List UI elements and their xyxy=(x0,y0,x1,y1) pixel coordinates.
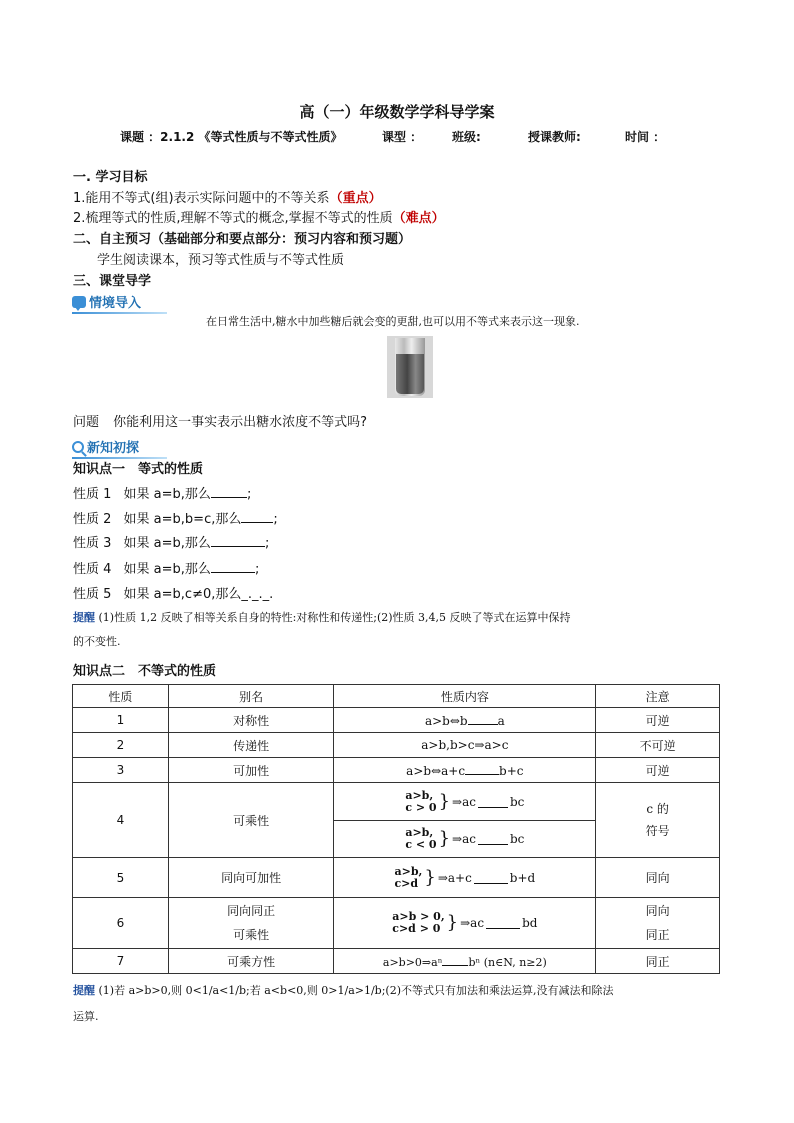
property-content xyxy=(334,898,596,949)
name-line2: 可乘性 xyxy=(233,928,270,942)
header-cell: 性质内容 xyxy=(334,685,596,708)
teacher-label: 授课教师: xyxy=(528,130,581,144)
property-content xyxy=(334,758,596,783)
content-pre: a>b>0⇒aⁿ xyxy=(382,955,443,969)
magnifier-icon xyxy=(72,441,84,453)
content-pre: a>b⇔b xyxy=(424,713,468,728)
condition-top: a>b, xyxy=(405,826,434,839)
answer-blank[interactable] xyxy=(211,561,255,573)
row-number: 3 xyxy=(73,758,169,783)
content-post: bc xyxy=(509,832,525,846)
content-pre: a>b⇔a+c xyxy=(406,763,466,778)
objective-1-text: 1.能用不等式(组)表示实际问题中的不等关系 xyxy=(73,191,330,206)
topic-label: 课题 ：2.1.2 《等式性质与不等式性质》 xyxy=(120,130,343,144)
question xyxy=(73,411,367,430)
table-row xyxy=(73,708,720,733)
property-label: 性质 3 xyxy=(73,536,112,551)
property-text: 如果 a=b,那么 xyxy=(123,487,211,502)
question-label: 问题 xyxy=(73,415,100,430)
answer-blank[interactable] xyxy=(241,511,273,523)
row-number: 1 xyxy=(73,708,169,733)
answer-blank[interactable] xyxy=(468,713,498,725)
reminder-label: 提醒 xyxy=(73,611,95,624)
condition-top: a>b > 0, xyxy=(392,910,445,923)
reminder-1 xyxy=(73,609,571,625)
property-name: 可加性 xyxy=(168,758,334,783)
banner-new-knowledge xyxy=(72,437,172,459)
row-number: 6 xyxy=(73,898,169,949)
content-post: bc xyxy=(509,794,525,809)
property-text: 如果 a=b,那么 xyxy=(123,562,211,577)
condition-group xyxy=(405,827,436,851)
equality-property-1 xyxy=(73,483,251,502)
property-note: 同向 xyxy=(596,858,720,898)
type-label: 课型 ： xyxy=(382,130,423,144)
property-name: 可乘方性 xyxy=(168,949,334,974)
property-note: 可逆 xyxy=(596,708,720,733)
objective-2 xyxy=(73,207,445,226)
equality-property-2 xyxy=(73,508,278,527)
equality-property-5 xyxy=(73,583,273,602)
reminder-2-line2: 运算. xyxy=(73,1010,99,1023)
property-label: 性质 1 xyxy=(73,487,112,502)
section2-heading: 二、自主预习（基础部分和要点部分：预习内容和预习题） xyxy=(73,232,412,247)
brace-glyph: } xyxy=(424,866,436,888)
condition-group xyxy=(392,911,444,935)
answer-blank[interactable] xyxy=(474,872,508,884)
reminder-line1: (1)性质 1,2 反映了相等关系自身的特性:对称性和传递性;(2)性质 3,4,5 反映了等式在运算中保持 xyxy=(98,611,571,624)
condition-top: a>b, xyxy=(394,864,423,878)
property-text: 如果 a=b,那么 xyxy=(123,536,211,551)
banner-situation-label: 情境导入 xyxy=(89,296,142,311)
brace-glyph: } xyxy=(438,828,451,849)
equality-property-4 xyxy=(73,558,259,577)
property-content xyxy=(334,783,596,858)
condition-bottom: c < 0 xyxy=(405,838,437,851)
property-tail: ; xyxy=(264,536,270,551)
answer-blank[interactable] xyxy=(211,486,247,498)
time-label: 时间 ： xyxy=(625,130,666,144)
inequality-properties-table xyxy=(72,684,720,974)
reminder-label: 提醒 xyxy=(73,984,95,997)
sugar-water-image xyxy=(387,336,433,398)
section3-heading: 三、课堂导学 xyxy=(73,274,152,289)
kp1-heading: 知识点一 等式的性质 xyxy=(73,462,204,477)
property-name xyxy=(168,898,334,949)
row-number: 5 xyxy=(73,858,169,898)
intro-text: 在日常生活中,糖水中加些糖后就会变的更甜,也可以用不等式来表示这一现象. xyxy=(206,315,580,328)
property-note: 不可逆 xyxy=(596,733,720,758)
kp2-heading: 知识点二 不等式的性质 xyxy=(73,664,217,679)
answer-blank[interactable] xyxy=(465,763,499,775)
note-line1: 同向 xyxy=(645,904,670,918)
property-note xyxy=(596,783,720,858)
banner-new-knowledge-label: 新知初探 xyxy=(87,441,140,456)
objective-1 xyxy=(73,187,382,206)
brace-glyph: } xyxy=(438,790,451,812)
property-content xyxy=(334,708,596,733)
property-content: a>b,b>c⇒a>c xyxy=(334,733,596,758)
condition-group xyxy=(394,866,422,890)
property-tail: ; xyxy=(273,512,278,527)
property-note xyxy=(596,898,720,949)
content-post: a xyxy=(497,713,505,728)
property-tail: ; xyxy=(254,562,260,577)
property-label: 性质 4 xyxy=(73,562,112,577)
row-number: 4 xyxy=(73,783,169,858)
table-header-row xyxy=(73,685,720,708)
objective-2-text: 2.梳理等式的性质,理解不等式的概念,掌握不等式的性质 xyxy=(73,211,393,226)
answer-blank[interactable] xyxy=(478,796,508,808)
content-post: b+d xyxy=(509,870,536,885)
header-cell: 别名 xyxy=(168,685,334,708)
banner-situation xyxy=(72,292,172,314)
answer-blank[interactable] xyxy=(442,954,468,966)
table-row xyxy=(73,733,720,758)
note-line2: 符号 xyxy=(645,824,670,838)
content-post: b+c xyxy=(499,763,524,778)
equality-property-3 xyxy=(73,532,269,551)
answer-blank[interactable] xyxy=(486,917,520,929)
reminder-1-line2: 的不变性. xyxy=(73,635,121,648)
page-title: 高（一）年级数学学科导学案 xyxy=(299,103,495,121)
answer-blank[interactable] xyxy=(211,535,265,547)
condition-group xyxy=(405,790,436,814)
property-tail: _._._. xyxy=(241,587,274,602)
property-tail: ; xyxy=(246,487,252,502)
section1-heading: 一. 学习目标 xyxy=(73,170,148,185)
objective-1-tag: （重点） xyxy=(329,191,382,206)
condition-top: a>b, xyxy=(405,788,434,802)
table-row xyxy=(73,898,720,949)
note-line2: 同正 xyxy=(645,928,670,942)
row-number: 2 xyxy=(73,733,169,758)
property-name: 可乘性 xyxy=(168,783,334,858)
property-name: 传递性 xyxy=(168,733,334,758)
property-note: 同正 xyxy=(596,949,720,974)
property-note: 可逆 xyxy=(596,758,720,783)
reminder-2 xyxy=(73,982,614,998)
condition-bottom: c > 0 xyxy=(405,800,437,814)
content-pre: ⇒ac xyxy=(460,916,485,930)
property-name: 对称性 xyxy=(168,708,334,733)
content-post: bd xyxy=(522,916,538,930)
row-number: 7 xyxy=(73,949,169,974)
section2-body: 学生阅读课本，预习等式性质与不等式性质 xyxy=(97,253,345,268)
table-row xyxy=(73,783,720,858)
content-pre: ⇒ac xyxy=(452,832,476,846)
answer-blank[interactable] xyxy=(478,833,508,845)
question-text: 你能利用这一事实表示出糖水浓度不等式吗? xyxy=(113,415,368,430)
condition-bottom: c>d > 0 xyxy=(392,922,441,935)
note-line1: c 的 xyxy=(646,802,669,816)
content-pre: ⇒a+c xyxy=(437,870,472,885)
table-row xyxy=(73,949,720,974)
table-row xyxy=(73,858,720,898)
property-text: 如果 a=b,c≠0,那么 xyxy=(123,587,242,602)
objective-2-tag: （难点） xyxy=(392,211,445,226)
brace-glyph: } xyxy=(446,912,459,933)
header-cell: 注意 xyxy=(596,685,720,708)
table-row xyxy=(73,758,720,783)
property-name: 同向可加性 xyxy=(168,858,334,898)
content-post: bⁿ (n∈N, n≥2) xyxy=(468,955,547,969)
name-line1: 同向同正 xyxy=(227,904,276,918)
condition-bottom: c>d xyxy=(394,876,419,890)
reminder-line1: (1)若 a>b>0,则 0<1/a<1/b;若 a<b<0,则 0>1/a>1/b;(2)不等式只有加法和乘法运算,没有减法和除法 xyxy=(98,984,614,997)
header-cell: 性质 xyxy=(73,685,169,708)
chat-icon xyxy=(72,296,86,308)
content-pre: ⇒ac xyxy=(452,794,476,809)
class-label: 班级: xyxy=(452,130,481,144)
property-content xyxy=(334,858,596,898)
property-label: 性质 2 xyxy=(73,512,112,527)
property-content xyxy=(334,949,596,974)
property-text: 如果 a=b,b=c,那么 xyxy=(123,512,242,527)
property-label: 性质 5 xyxy=(73,587,112,602)
